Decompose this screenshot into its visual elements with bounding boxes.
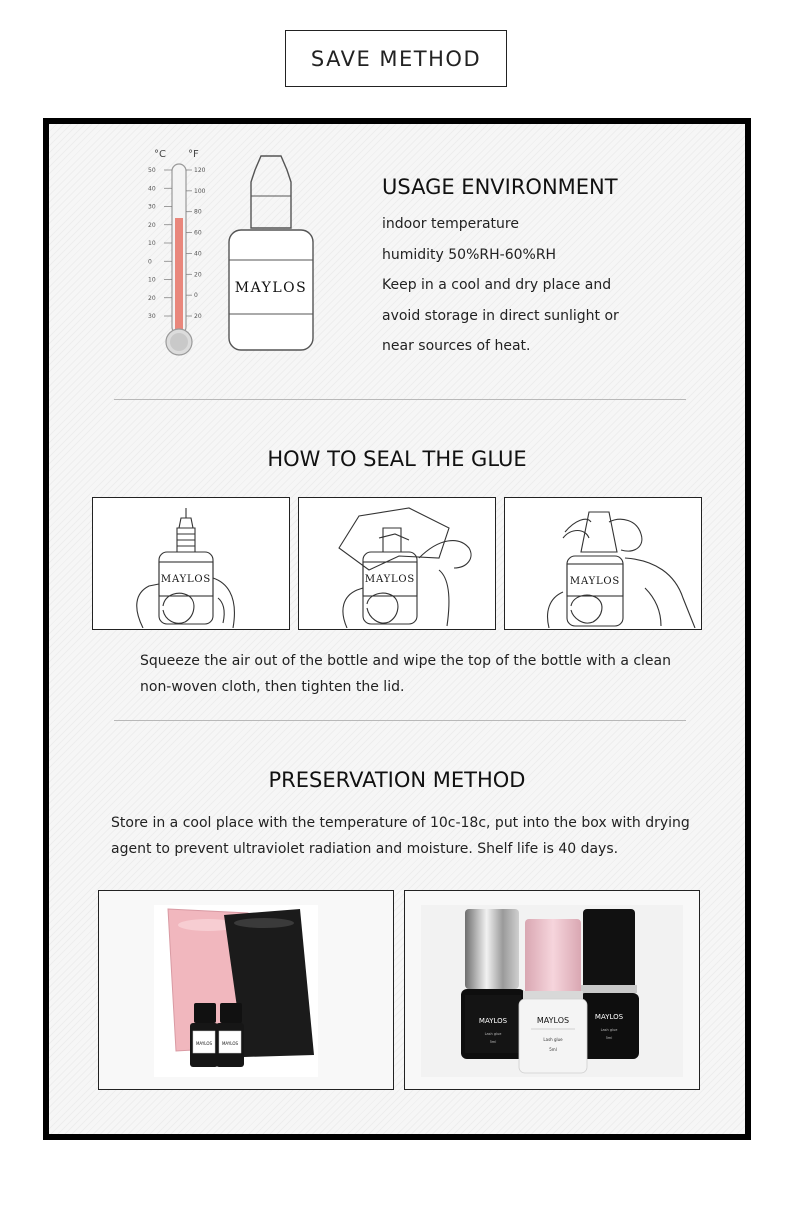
celsius-tick-label: 40 (148, 185, 156, 193)
photo-pouches (98, 890, 394, 1090)
preservation-line: agent to prevent ultraviolet radiation and moisture. Shelf life is 40 days. (111, 841, 619, 857)
tighten-lid-icon (505, 498, 700, 628)
fahrenheit-tick-label: 100 (194, 187, 206, 195)
seal-line: non-woven cloth, then tighten the lid. (140, 679, 405, 695)
photo-bottles (404, 890, 700, 1090)
usage-title: USAGE ENVIRONMENT (382, 175, 618, 199)
bottle-brand: MAYLOS (536, 1016, 570, 1025)
wipe-bottle-icon (299, 498, 494, 628)
fahrenheit-tick-label: 80 (194, 208, 202, 216)
seal-step-tighten (504, 497, 702, 630)
bottle-brand: MAYLOS (594, 1013, 624, 1021)
usage-line: near sources of heat. (382, 338, 531, 354)
celsius-unit: °C (154, 149, 166, 160)
celsius-tick-label: 30 (148, 203, 156, 211)
step-label: MAYLOS (364, 574, 416, 585)
bottle-size: 5ml (605, 1036, 613, 1040)
usage-line: humidity 50%RH-60%RH (382, 246, 557, 263)
bottle-size: 5ml (549, 1047, 557, 1052)
usage-line: avoid storage in direct sunlight or (382, 307, 619, 324)
preservation-text (111, 810, 731, 862)
fahrenheit-tick-label: 40 (194, 250, 202, 258)
bottle-sub: Lash glue (600, 1028, 618, 1032)
celsius-tick-label: 10 (148, 276, 156, 284)
thermometer-icon (144, 144, 214, 359)
seal-step-squeeze (92, 497, 290, 630)
preservation-title: PRESERVATION METHOD (268, 768, 526, 792)
fahrenheit-tick-label: 20 (194, 313, 202, 320)
fahrenheit-tick-label: 0 (194, 292, 198, 300)
preservation-line: Store in a cool place with the temperature of 10c-18c, put into the box with drying (111, 815, 690, 831)
bottle-small-label: MAYLOS (195, 1041, 213, 1046)
seal-text (140, 648, 740, 700)
seal-line: Squeeze the air out of the bottle and wipe the top of the bottle with a clean (140, 653, 672, 669)
divider (114, 399, 686, 400)
bottle-label: MAYLOS (234, 280, 308, 296)
bottle-brand: MAYLOS (478, 1017, 508, 1025)
seal-title: HOW TO SEAL THE GLUE (267, 447, 527, 471)
fahrenheit-tick-label: 20 (194, 271, 202, 279)
bottle-sub: Lash glue (484, 1032, 502, 1036)
celsius-tick-label: 20 (148, 221, 156, 229)
usage-line: indoor temperature (382, 216, 519, 232)
celsius-tick-label: 30 (148, 313, 156, 320)
bottle-size: 5ml (489, 1040, 497, 1044)
divider (114, 720, 686, 721)
celsius-tick-label: 20 (148, 294, 156, 302)
step-label: MAYLOS (569, 576, 621, 587)
section-header (285, 30, 507, 87)
squeeze-bottle-icon (93, 498, 288, 628)
header-title: SAVE METHOD (310, 46, 482, 71)
fahrenheit-tick-label: 60 (194, 229, 202, 237)
fahrenheit-tick-label: 120 (194, 167, 206, 174)
celsius-tick-label: 0 (148, 258, 152, 266)
step-label: MAYLOS (160, 574, 212, 585)
fahrenheit-unit: °F (188, 149, 199, 160)
seal-step-wipe (298, 497, 496, 630)
celsius-tick-label: 10 (148, 240, 156, 247)
usage-line: Keep in a cool and dry place and (382, 277, 612, 293)
content-panel (43, 118, 751, 1140)
celsius-tick-label: 50 (148, 167, 156, 174)
glue-bottle-icon (221, 152, 321, 358)
bottle-sub: Lash glue (543, 1037, 563, 1042)
bottle-small-label: MAYLOS (221, 1041, 239, 1046)
usage-text (382, 209, 702, 362)
